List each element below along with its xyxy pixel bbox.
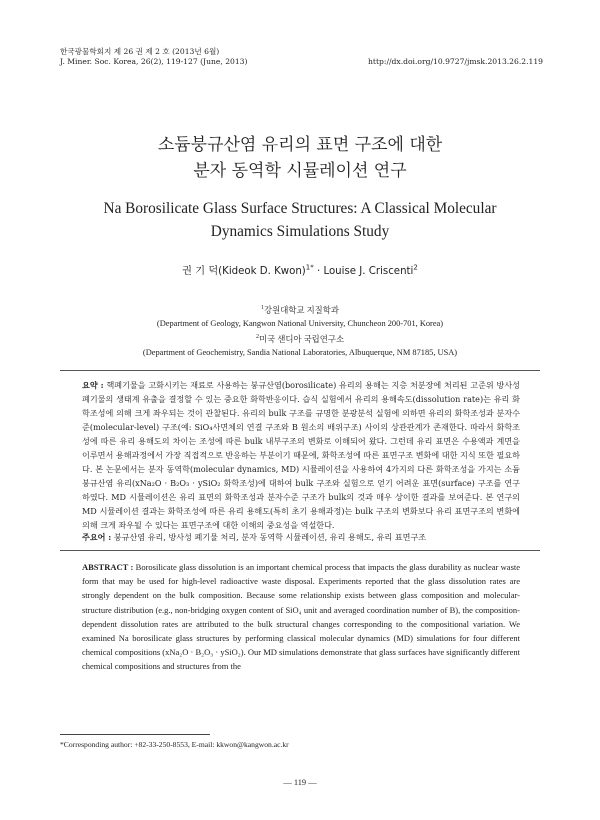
affiliation-1-mark: 1	[261, 305, 265, 311]
abstract-english	[82, 560, 520, 674]
divider-top	[60, 370, 540, 371]
abstract-english-text: Borosilicate glass dissolution is an important chemical process that impacts the glass durability as nuclear waste form that may be used for high-level radioactive waste disposal. Experiments reported that the glass dissolution rates are strongly dependent on the bulk composition. Because some relationship exists between glass composition and molecular-structure distribution (e.g., non-bridging oxygen content of SiO₄ unit and averaged coordination number of B), the composition-dependent dissolution rates are attributed to the bulk structural changes corresponding to the compositional variation. We examined Na borosilicate glass structures by performing classical molecular dynamics (MD) simulations for four different chemical compositions (xNa₂O · B₂O₃ · ySiO₂). Our MD simulations demonstrate that glass surfaces have significantly different chemical compositions and structures from the	[82, 562, 521, 672]
abstract-english-label: ABSTRACT :	[82, 562, 134, 572]
keywords-korean	[82, 532, 520, 543]
abstract-korean-label: 요약 :	[82, 380, 104, 390]
affiliation-2-korean	[60, 331, 540, 346]
corresponding-author-footnote: *Corresponding author: +82-33-250-8553, E-mail: kkwon@kangwon.ac.kr	[60, 740, 289, 749]
divider-middle	[60, 550, 540, 551]
abstract-korean	[82, 378, 520, 532]
affiliation-1-korean-text: 강원대학교 지질학과	[264, 305, 339, 315]
author-separator: ·	[313, 266, 324, 277]
title-english-line2: Dynamics Simulations Study	[210, 223, 390, 240]
author-2: Louise J. Criscenti	[323, 266, 414, 277]
author-2-affiliation-mark: 2	[413, 263, 418, 272]
title-english	[60, 197, 540, 243]
affiliation-2-korean-text: 미국 샌디아 국립연구소	[258, 334, 345, 344]
doi-link[interactable]: http://dx.doi.org/10.9727/jmsk.2013.26.2.119	[368, 57, 543, 66]
abstract-korean-text: 핵폐기물을 고화시키는 재료로 사용하는 붕규산염(borosilicate) 유리의 용해는 지층 처분장에 처리된 고준위 방사성 폐기물의 생태계 유출을 결정할 수 있는 중요한 화학반응이다. 습식 실험에서 유리의 용해속도(dissolution rate)는 유리 화학조성에 의해 크게 좌우되는 것이 관찰된다. 유리의 bulk 구조를 규명한 분광분석 실험에 의하면 유리의 화학조성과 분자수준(molecular-level) 구조(예: SiO₄사면체의 연결 구조와 B 원소의 배위구조) 사이의 상관관계가 존재한다. 따라서 화학조성에 따른 유리 용해도의 차이는 조성에 따른 bulk 내부구조의 변화로 이해되어 왔다. 그런데 유리 표면은 수용액과 계면을 이루면서 용해과정에서 가장 직접적으로 반응하는 부분이기 때문에, 화학조성에 따른 표면구조 변화에 대한 지식 또한 필요하다. 본 논문에서는 분자 동역학(molecular dynamics, MD) 시뮬레이션을 사용하여 4가지의 다른 화학조성을 가지는 소듐붕규산염 유리(xNa₂O · B₂O₃ · ySiO₂ 화학조성)에 대하여 bulk 구조와 실험으로 얻기 어려운 표면(surface) 구조를 연구하였다. MD 시뮬레이션은 유리 표면의 화학조성과 분자수준 구조가 bulk의 것과 매우 상이한 결과를 보여준다. 본 연구의 MD 시뮬레이션 결과는 화학조성에 따른 유리 용해도(특히 초기 용해과정)는 bulk 구조의 변화보다 유리 표면구조의 변화에 의해 크게 좌우될 수 있다는 표면구조에 대한 이해의 중요성을 역설한다.	[82, 380, 520, 530]
keywords-korean-label: 주요어 :	[82, 532, 112, 542]
keywords-korean-text: 붕규산염 유리, 방사성 폐기물 처리, 분자 동역학 시뮬레이션, 유리 용해도, 유리 표면구조	[113, 532, 427, 542]
journal-name-english: J. Miner. Soc. Korea, 26(2), 119-127 (June, 2013)	[60, 57, 248, 66]
affiliations	[60, 302, 540, 360]
title-english-line1: Na Borosilicate Glass Surface Structures: A Classical Molecular	[103, 200, 497, 217]
page-number: ― 119 ―	[283, 778, 317, 787]
journal-name-korean: 한국광물학회지 제 26 권 제 2 호 (2013년 6월)	[60, 47, 220, 56]
affiliation-1-korean	[60, 302, 540, 317]
affiliation-2-mark: 2	[255, 333, 259, 340]
title-korean-line1: 소듐붕규산염 유리의 표면 구조에 대한	[157, 135, 443, 155]
title-korean	[60, 132, 540, 184]
affiliation-1-english: (Department of Geology, Kangwon National University, Chuncheon 200-701, Korea)	[156, 319, 444, 329]
title-korean-line2: 분자 동역학 시뮬레이션 연구	[193, 161, 407, 181]
author-1-affiliation-mark: 1*	[305, 263, 314, 272]
author-list	[60, 262, 540, 277]
journal-header	[60, 47, 360, 67]
affiliation-2-english: (Department of Geochemistry, Sandia National Laboratories, Albuquerque, NM 87185, USA)	[142, 348, 458, 358]
author-1: 권 기 덕(Kideok D. Kwon)	[182, 266, 306, 277]
footnote-rule	[60, 734, 210, 735]
